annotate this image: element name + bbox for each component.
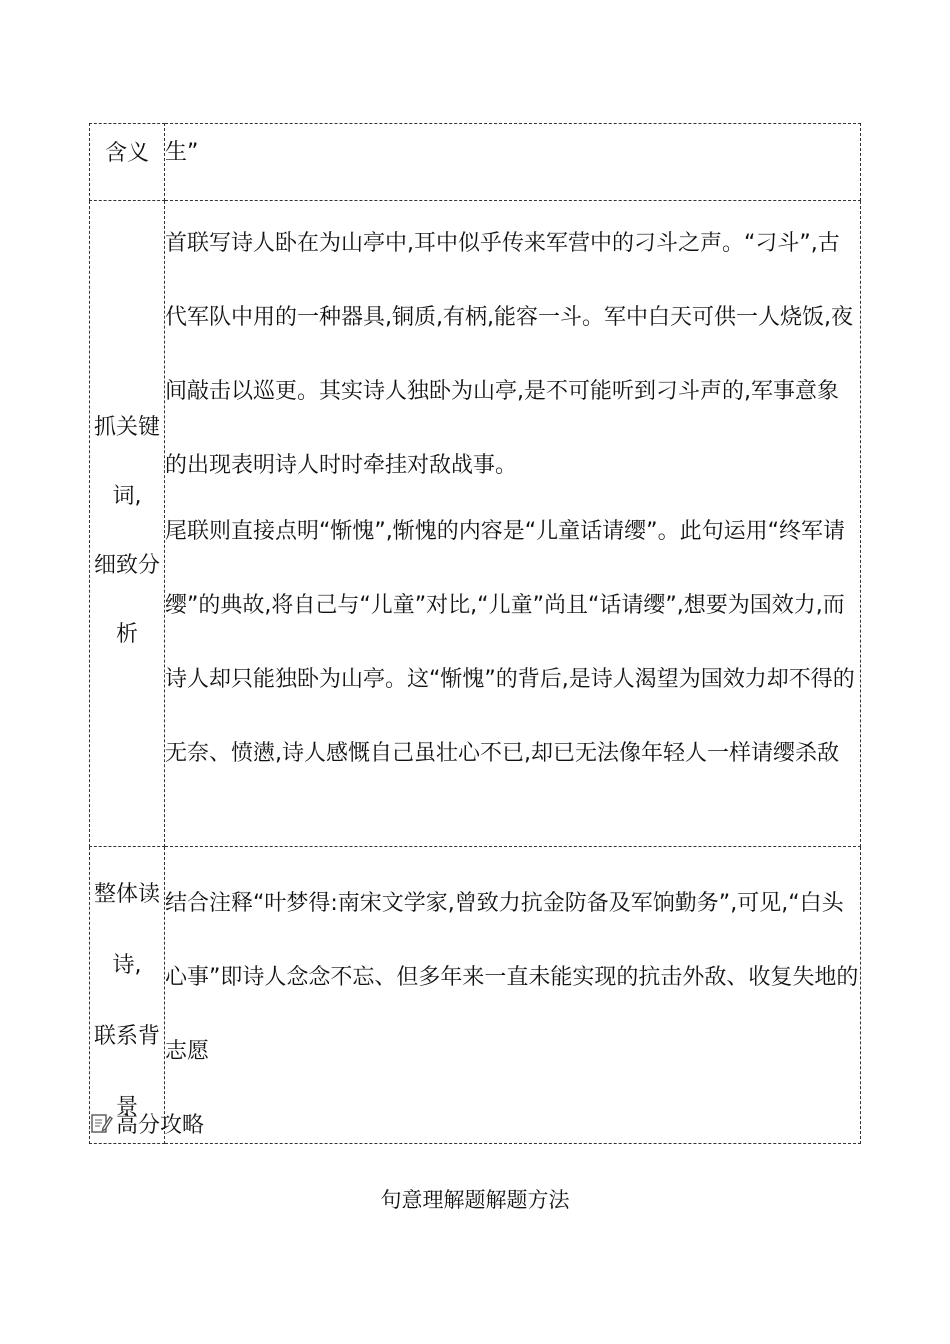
table-row bbox=[90, 201, 861, 847]
row-header bbox=[90, 124, 165, 201]
row-header-label: 含义 bbox=[104, 141, 149, 166]
row-header-line: 联系背 bbox=[93, 1024, 160, 1049]
row-content bbox=[165, 124, 861, 201]
row-content bbox=[165, 201, 861, 847]
notepad-pencil-icon bbox=[90, 1111, 114, 1135]
row-content-text: 生” bbox=[165, 140, 199, 165]
tips-label: 高分攻略 bbox=[116, 1112, 205, 1138]
row-header-line: 析 bbox=[115, 622, 138, 647]
row-header-line: 抓关键 bbox=[93, 415, 160, 440]
row-content-text: 结合注释“叶梦得:南宋文学家,曾致力抗金防备及军饷勤务”,可见,“白头心事”即诗人念念不忘、但多年来一直未能实现的抗击外敌、收复失地的志愿 bbox=[165, 891, 859, 1064]
row-header bbox=[90, 847, 165, 1144]
row-header-line: 诗, bbox=[112, 953, 142, 978]
table-row bbox=[90, 124, 861, 201]
analysis-paragraph: 尾联则直接点明“惭愧”,惭愧的内容是“儿童话请缨”。此句运用“终军请缨”的典故,将自己与“儿童”对比,“儿童”尚且“话请缨”,想要为国效力,而诗人却只能独卧为山亭。这“惭愧”的背后,是诗人渴望为国效力却不得的无奈、愤懑,诗人感慨自己虽壮心不已,却已无法像年轻人一样请缨杀敌 bbox=[165, 519, 855, 766]
section-title: 句意理解题解题方法 bbox=[380, 1188, 570, 1212]
row-header bbox=[90, 201, 165, 847]
analysis-paragraph: 首联写诗人卧在为山亭中,耳中似乎传来军营中的刁斗之声。“刁斗”,古代军队中用的一种器具,铜质,有柄,能容一斗。军中白天可供一人烧饭,夜间敲击以巡更。其实诗人独卧为山亭,是不可能听到刁斗声的,军事意象的出现表明诗人时时牵挂对敌战事。 bbox=[165, 231, 853, 478]
row-header-line: 整体读 bbox=[93, 882, 160, 907]
row-header-line: 细致分 bbox=[93, 553, 160, 578]
table-row bbox=[90, 847, 861, 1144]
row-content bbox=[165, 847, 861, 1144]
analysis-table bbox=[89, 123, 861, 1144]
row-header-line: 景 bbox=[115, 1095, 138, 1120]
row-header-line: 词, bbox=[112, 484, 142, 509]
tips-heading bbox=[90, 1108, 204, 1138]
